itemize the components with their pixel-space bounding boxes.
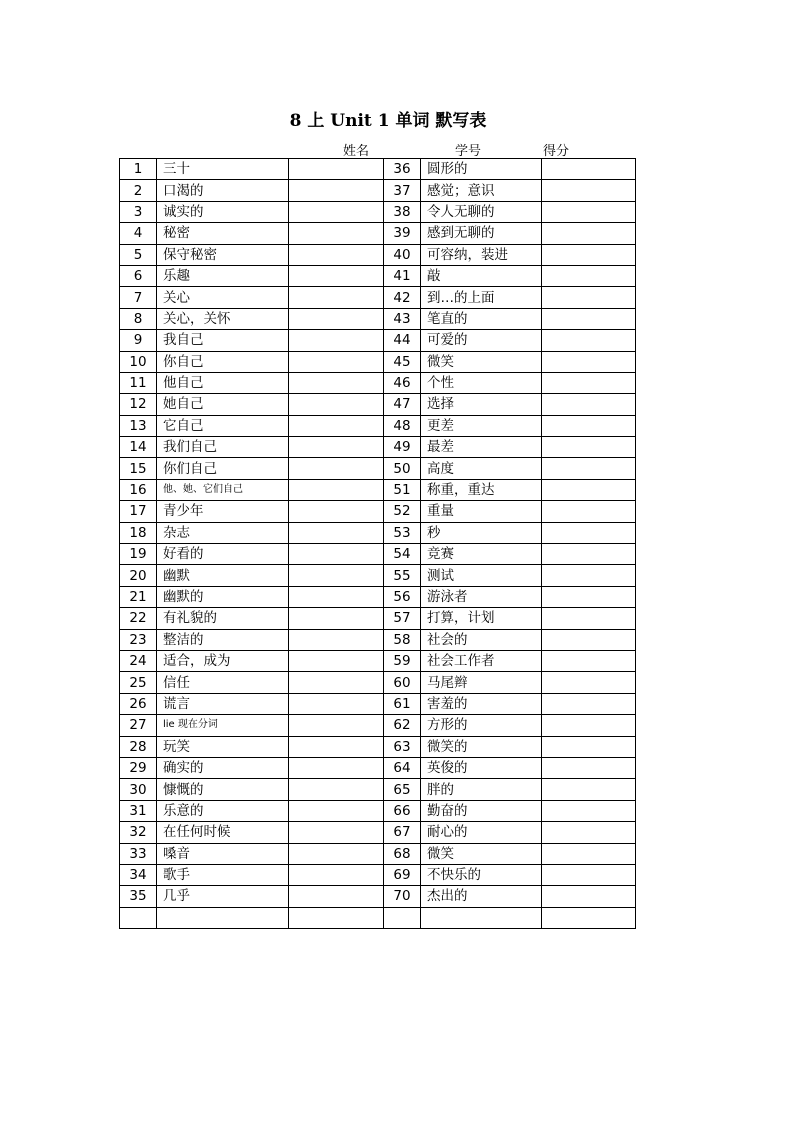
chinese-word: 社会的 [421, 629, 542, 650]
empty-cell [384, 907, 421, 928]
table-row [120, 650, 636, 671]
answer-cell[interactable] [542, 479, 636, 500]
chinese-word: 谎言 [157, 693, 289, 714]
answer-cell[interactable] [542, 693, 636, 714]
answer-cell[interactable] [289, 437, 384, 458]
table-row [120, 223, 636, 244]
chinese-word: 秘密 [157, 223, 289, 244]
answer-cell[interactable] [289, 757, 384, 778]
item-number: 26 [120, 693, 157, 714]
answer-cell[interactable] [542, 287, 636, 308]
page-title: 8 上 Unit 1 单词 默写表 [289, 111, 487, 131]
item-number: 57 [384, 608, 421, 629]
item-number: 4 [120, 223, 157, 244]
item-number: 53 [384, 522, 421, 543]
table-row [120, 757, 636, 778]
chinese-word: 笔直的 [421, 308, 542, 329]
table-row [120, 886, 636, 907]
chinese-word: 口渴的 [157, 180, 289, 201]
table-row [120, 629, 636, 650]
item-number: 54 [384, 544, 421, 565]
answer-cell[interactable] [542, 501, 636, 522]
item-number: 20 [120, 565, 157, 586]
chinese-word: 你们自己 [157, 458, 289, 479]
answer-cell[interactable] [542, 886, 636, 907]
table-row [120, 308, 636, 329]
chinese-word: 个性 [421, 372, 542, 393]
table-row [120, 330, 636, 351]
chinese-word: 马尾辫 [421, 672, 542, 693]
table-row [120, 672, 636, 693]
item-number: 1 [120, 159, 157, 180]
answer-cell[interactable] [542, 843, 636, 864]
item-number: 65 [384, 779, 421, 800]
item-number: 44 [384, 330, 421, 351]
item-number: 52 [384, 501, 421, 522]
chinese-word: 三十 [157, 159, 289, 180]
chinese-word: 社会工作者 [421, 650, 542, 671]
table-row [120, 608, 636, 629]
chinese-word: 敲 [421, 265, 542, 286]
answer-cell[interactable] [289, 693, 384, 714]
table-row [120, 779, 636, 800]
chinese-word: 微笑的 [421, 736, 542, 757]
item-number: 9 [120, 330, 157, 351]
table-row [120, 864, 636, 885]
table-row [120, 501, 636, 522]
answer-cell[interactable] [542, 244, 636, 265]
empty-cell [421, 907, 542, 928]
item-number: 34 [120, 864, 157, 885]
table-row [120, 458, 636, 479]
chinese-word: 保守秘密 [157, 244, 289, 265]
chinese-word: 称重，重达 [421, 479, 542, 500]
item-number: 59 [384, 650, 421, 671]
table-row [120, 201, 636, 222]
answer-cell[interactable] [289, 779, 384, 800]
answer-cell[interactable] [542, 180, 636, 201]
chinese-word: 关心，关怀 [157, 308, 289, 329]
item-number: 19 [120, 544, 157, 565]
chinese-word: 微笑 [421, 843, 542, 864]
table-row [120, 287, 636, 308]
answer-cell[interactable] [542, 308, 636, 329]
table-row [120, 415, 636, 436]
answer-cell[interactable] [542, 864, 636, 885]
item-number: 10 [120, 351, 157, 372]
chinese-word: 我们自己 [157, 437, 289, 458]
table-row [120, 822, 636, 843]
chinese-word: 关心 [157, 287, 289, 308]
chinese-word: 信任 [157, 672, 289, 693]
student-info-line [343, 140, 624, 159]
answer-cell[interactable] [289, 608, 384, 629]
chinese-word: 更差 [421, 415, 542, 436]
chinese-word: 害羞的 [421, 693, 542, 714]
answer-cell[interactable] [289, 223, 384, 244]
answer-cell[interactable] [542, 330, 636, 351]
item-number: 11 [120, 372, 157, 393]
answer-cell[interactable] [289, 180, 384, 201]
table-row [120, 159, 636, 180]
chinese-word: 秒 [421, 522, 542, 543]
answer-cell[interactable] [289, 672, 384, 693]
item-number: 51 [384, 479, 421, 500]
item-number: 63 [384, 736, 421, 757]
item-number: 2 [120, 180, 157, 201]
chinese-word: 他自己 [157, 372, 289, 393]
table-row [120, 372, 636, 393]
chinese-word: 乐意的 [157, 800, 289, 821]
chinese-word: 青少年 [157, 501, 289, 522]
chinese-word: 他、她、它们自己 [157, 479, 289, 500]
table-row [120, 180, 636, 201]
answer-cell[interactable] [542, 265, 636, 286]
answer-cell[interactable] [542, 608, 636, 629]
score-label: 得分 [543, 144, 570, 159]
item-number: 6 [120, 265, 157, 286]
answer-cell[interactable] [542, 672, 636, 693]
item-number: 23 [120, 629, 157, 650]
item-number: 42 [384, 287, 421, 308]
answer-cell[interactable] [289, 159, 384, 180]
score-blank[interactable] [569, 145, 624, 159]
chinese-word: 玩笑 [157, 736, 289, 757]
chinese-word: lie 现在分词 [157, 715, 289, 736]
name-blank[interactable] [369, 145, 455, 159]
item-number: 35 [120, 886, 157, 907]
answer-cell[interactable] [542, 800, 636, 821]
answer-cell[interactable] [289, 886, 384, 907]
answer-cell[interactable] [542, 736, 636, 757]
answer-cell[interactable] [289, 265, 384, 286]
answer-cell[interactable] [542, 372, 636, 393]
item-number: 45 [384, 351, 421, 372]
item-number: 24 [120, 650, 157, 671]
item-number: 7 [120, 287, 157, 308]
chinese-word: 最差 [421, 437, 542, 458]
answer-cell[interactable] [542, 415, 636, 436]
table-row [120, 693, 636, 714]
chinese-word: 英俊的 [421, 757, 542, 778]
item-number: 21 [120, 586, 157, 607]
item-number: 62 [384, 715, 421, 736]
chinese-word: 测试 [421, 565, 542, 586]
chinese-word: 乐趣 [157, 265, 289, 286]
chinese-word: 诚实的 [157, 201, 289, 222]
item-number: 60 [384, 672, 421, 693]
item-number: 55 [384, 565, 421, 586]
table-row [120, 800, 636, 821]
answer-cell[interactable] [542, 822, 636, 843]
answer-cell[interactable] [289, 629, 384, 650]
answer-cell[interactable] [289, 351, 384, 372]
answer-cell[interactable] [542, 629, 636, 650]
item-number: 13 [120, 415, 157, 436]
table-row [120, 394, 636, 415]
chinese-word: 圆形的 [421, 159, 542, 180]
answer-cell[interactable] [542, 201, 636, 222]
item-number: 50 [384, 458, 421, 479]
answer-cell[interactable] [289, 308, 384, 329]
chinese-word: 到…的上面 [421, 287, 542, 308]
answer-cell[interactable] [289, 330, 384, 351]
table-row [120, 479, 636, 500]
vocabulary-table-body [120, 159, 636, 929]
chinese-word: 慷慨的 [157, 779, 289, 800]
chinese-word: 幽默 [157, 565, 289, 586]
answer-cell[interactable] [289, 736, 384, 757]
item-number: 15 [120, 458, 157, 479]
item-number: 3 [120, 201, 157, 222]
item-number: 14 [120, 437, 157, 458]
chinese-word: 不快乐的 [421, 864, 542, 885]
answer-cell[interactable] [289, 522, 384, 543]
name-label: 姓名 [343, 144, 370, 159]
answer-cell[interactable] [289, 201, 384, 222]
table-row [120, 437, 636, 458]
item-number: 5 [120, 244, 157, 265]
table-row [120, 565, 636, 586]
chinese-word: 确实的 [157, 757, 289, 778]
chinese-word: 可爱的 [421, 330, 542, 351]
chinese-word: 可容纳，装进 [421, 244, 542, 265]
answer-cell[interactable] [542, 394, 636, 415]
answer-cell[interactable] [542, 159, 636, 180]
answer-cell[interactable] [289, 394, 384, 415]
answer-cell[interactable] [542, 544, 636, 565]
chinese-word: 歌手 [157, 864, 289, 885]
id-blank[interactable] [481, 145, 543, 159]
chinese-word: 竞赛 [421, 544, 542, 565]
answer-cell[interactable] [289, 800, 384, 821]
answer-cell[interactable] [542, 351, 636, 372]
answer-cell[interactable] [289, 372, 384, 393]
chinese-word: 游泳者 [421, 586, 542, 607]
item-number: 41 [384, 265, 421, 286]
answer-cell[interactable] [542, 458, 636, 479]
answer-cell[interactable] [289, 586, 384, 607]
item-number: 61 [384, 693, 421, 714]
answer-cell[interactable] [289, 565, 384, 586]
chinese-word: 令人无聊的 [421, 201, 542, 222]
answer-cell[interactable] [542, 715, 636, 736]
item-number: 39 [384, 223, 421, 244]
item-number: 37 [384, 180, 421, 201]
chinese-word: 整洁的 [157, 629, 289, 650]
table-row [120, 351, 636, 372]
answer-cell[interactable] [289, 458, 384, 479]
answer-cell[interactable] [289, 544, 384, 565]
item-number: 56 [384, 586, 421, 607]
item-number: 33 [120, 843, 157, 864]
item-number: 40 [384, 244, 421, 265]
answer-cell[interactable] [289, 650, 384, 671]
answer-cell[interactable] [542, 437, 636, 458]
item-number: 28 [120, 736, 157, 757]
item-number: 30 [120, 779, 157, 800]
chinese-word: 杂志 [157, 522, 289, 543]
answer-cell[interactable] [542, 779, 636, 800]
answer-cell[interactable] [289, 415, 384, 436]
item-number: 58 [384, 629, 421, 650]
item-number: 16 [120, 479, 157, 500]
id-label: 学号 [455, 144, 482, 159]
item-number: 27 [120, 715, 157, 736]
chinese-word: 高度 [421, 458, 542, 479]
chinese-word: 适合，成为 [157, 650, 289, 671]
item-number: 12 [120, 394, 157, 415]
answer-cell[interactable] [542, 757, 636, 778]
item-number: 67 [384, 822, 421, 843]
chinese-word: 耐心的 [421, 822, 542, 843]
chinese-word: 在任何时候 [157, 822, 289, 843]
item-number: 18 [120, 522, 157, 543]
chinese-word: 幽默的 [157, 586, 289, 607]
answer-cell[interactable] [542, 223, 636, 244]
chinese-word: 方形的 [421, 715, 542, 736]
chinese-word: 感到无聊的 [421, 223, 542, 244]
chinese-word: 胖的 [421, 779, 542, 800]
table-row [120, 544, 636, 565]
chinese-word: 你自己 [157, 351, 289, 372]
answer-cell[interactable] [542, 522, 636, 543]
answer-cell[interactable] [542, 586, 636, 607]
item-number: 47 [384, 394, 421, 415]
table-row [120, 522, 636, 543]
answer-cell[interactable] [289, 822, 384, 843]
item-number: 25 [120, 672, 157, 693]
chinese-word: 我自己 [157, 330, 289, 351]
empty-cell [120, 907, 157, 928]
chinese-word: 杰出的 [421, 886, 542, 907]
answer-cell[interactable] [289, 864, 384, 885]
item-number: 17 [120, 501, 157, 522]
chinese-word: 它自己 [157, 415, 289, 436]
answer-cell[interactable] [289, 843, 384, 864]
item-number: 49 [384, 437, 421, 458]
answer-cell[interactable] [289, 479, 384, 500]
chinese-word: 好看的 [157, 544, 289, 565]
chinese-word: 几乎 [157, 886, 289, 907]
item-number: 36 [384, 159, 421, 180]
item-number: 48 [384, 415, 421, 436]
chinese-word: 重量 [421, 501, 542, 522]
answer-cell[interactable] [289, 501, 384, 522]
item-number: 31 [120, 800, 157, 821]
chinese-word: 选择 [421, 394, 542, 415]
item-number: 46 [384, 372, 421, 393]
table-row [120, 586, 636, 607]
table-row [120, 265, 636, 286]
item-number: 8 [120, 308, 157, 329]
vocabulary-table [119, 158, 636, 929]
answer-cell[interactable] [542, 565, 636, 586]
item-number: 22 [120, 608, 157, 629]
item-number: 70 [384, 886, 421, 907]
chinese-word: 感觉；意识 [421, 180, 542, 201]
chinese-word: 微笑 [421, 351, 542, 372]
table-row [120, 715, 636, 736]
empty-cell[interactable] [289, 907, 384, 928]
empty-cell[interactable] [542, 907, 636, 928]
item-number: 66 [384, 800, 421, 821]
chinese-word: 打算，计划 [421, 608, 542, 629]
answer-cell[interactable] [542, 650, 636, 671]
chinese-word: 有礼貌的 [157, 608, 289, 629]
table-row [120, 843, 636, 864]
item-number: 43 [384, 308, 421, 329]
chinese-word: 勤奋的 [421, 800, 542, 821]
item-number: 68 [384, 843, 421, 864]
table-row [120, 736, 636, 757]
chinese-word: 她自己 [157, 394, 289, 415]
item-number: 38 [384, 201, 421, 222]
chinese-word: 嗓音 [157, 843, 289, 864]
answer-cell[interactable] [289, 287, 384, 308]
item-number: 69 [384, 864, 421, 885]
table-row [120, 244, 636, 265]
empty-row [120, 907, 636, 928]
empty-cell [157, 907, 289, 928]
item-number: 64 [384, 757, 421, 778]
answer-cell[interactable] [289, 244, 384, 265]
answer-cell[interactable] [289, 715, 384, 736]
item-number: 32 [120, 822, 157, 843]
item-number: 29 [120, 757, 157, 778]
